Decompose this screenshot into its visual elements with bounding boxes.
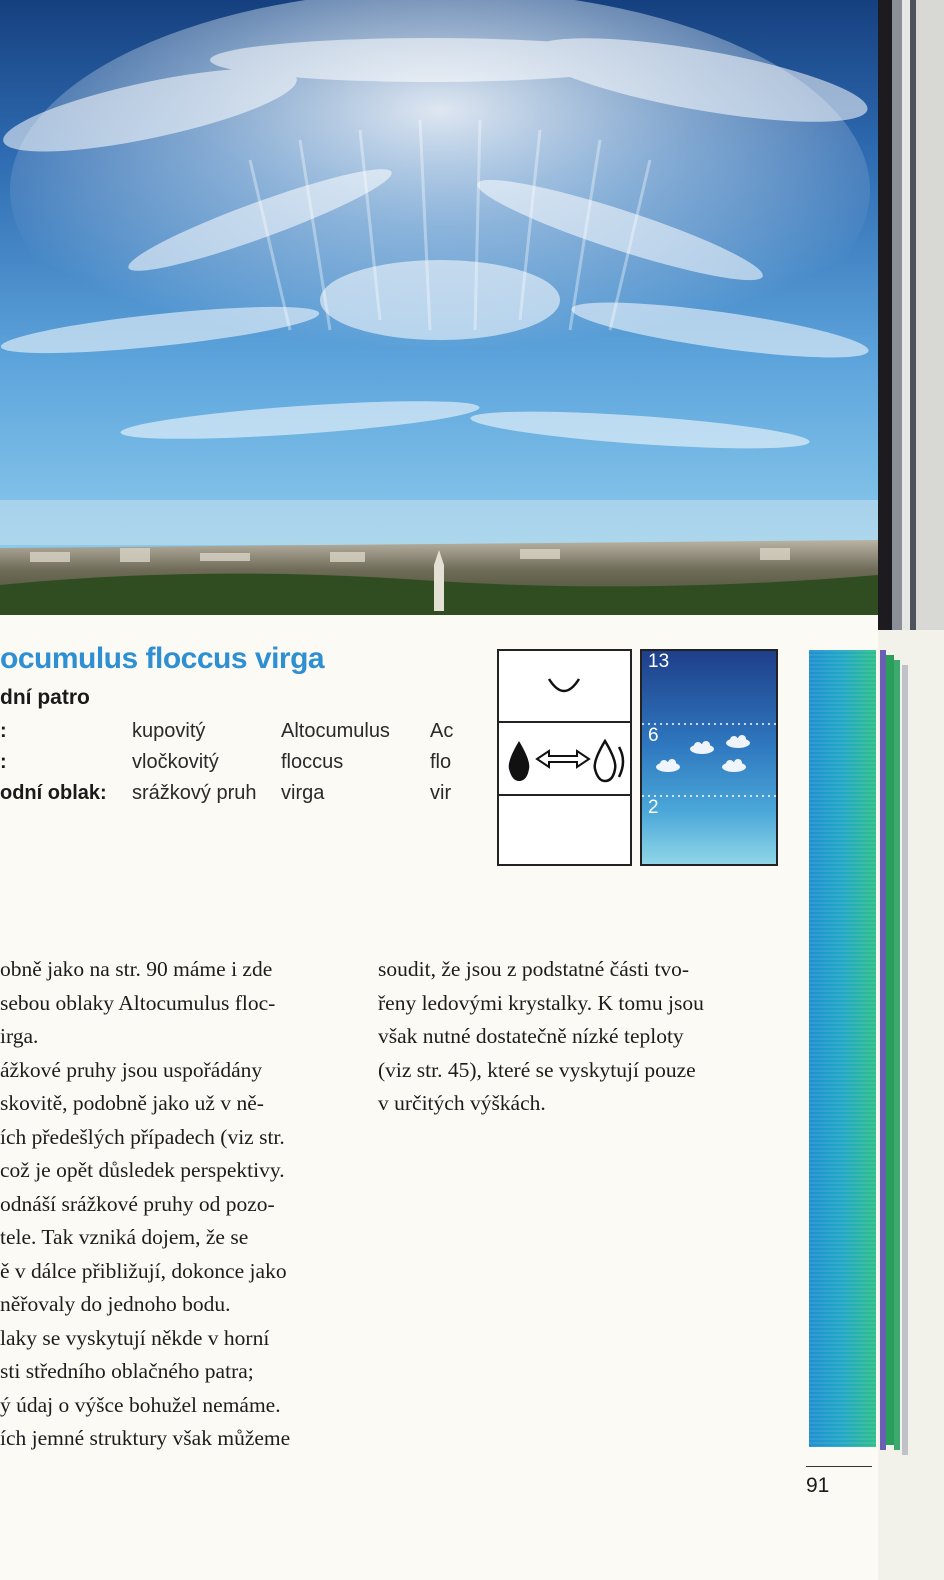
text-line: irga. <box>0 1024 39 1048</box>
cloud-photo <box>0 0 878 615</box>
latin-name: floccus <box>281 751 344 773</box>
text-line: něřovaly do jednoho bodu. <box>0 1292 231 1316</box>
genus-symbol-cell <box>499 651 630 723</box>
chapter-color-tab <box>809 650 876 1447</box>
text-line: sebou oblaky Altocumulus floc- <box>0 990 276 1015</box>
virga-symbol-icon <box>499 723 630 794</box>
body-text-column-left <box>0 953 352 1456</box>
text-line: soudit, že jsou z podstatné části tvo- <box>378 957 690 981</box>
text-line: což je opět důsledek perspektivy. <box>0 1158 285 1182</box>
cloud-level-subtitle: dní patro <box>0 686 90 709</box>
text-line: ích jemné struktury však můžeme <box>0 1426 291 1450</box>
precipitation-symbol-cell <box>499 723 630 796</box>
text-line: sti středního oblačného patra; <box>0 1359 254 1383</box>
abbreviation: vir <box>430 782 452 804</box>
cloud-type-title: ocumulus floccus virga <box>0 642 325 675</box>
czech-name: kupovitý <box>132 720 206 742</box>
text-line: však nutné dostatečně nízké teploty <box>378 1024 684 1048</box>
altitude-label-middle: 6 <box>648 725 659 746</box>
page-number-rule <box>806 1466 872 1467</box>
page-number: 91 <box>806 1474 830 1497</box>
text-line: odnáší srážkové pruhy od pozo- <box>0 1191 275 1216</box>
text-line: ážkové pruhy jsou uspořádány <box>0 1057 263 1082</box>
text-line: (viz str. 45), které se vyskytují pouze <box>378 1057 696 1082</box>
latin-name: Altocumulus <box>281 720 390 742</box>
text-line: tele. Tak vzniká dojem, že se <box>0 1225 249 1249</box>
text-line: skovitě, podobně jako už v ně- <box>0 1091 264 1115</box>
empty-symbol-cell <box>499 796 630 864</box>
czech-name: vločkovitý <box>132 751 219 773</box>
abbreviation: Ac <box>430 720 454 742</box>
text-line: obně jako na str. 90 máme i zde <box>0 957 273 981</box>
text-line: řeny ledovými krystalky. K tomu jsou <box>378 990 704 1015</box>
row-label: : <box>0 751 7 773</box>
abbreviation: flo <box>430 751 452 773</box>
body-text-column-right <box>378 953 778 1121</box>
altitude-label-bottom: 2 <box>648 797 659 818</box>
text-line: ý údaj o výšce bohužel nemáme. <box>0 1392 281 1417</box>
altitude-label-top: 13 <box>648 651 670 672</box>
latin-name: virga <box>281 782 325 804</box>
text-line: ích předešlých případech (viz str. <box>0 1124 285 1149</box>
page-edges <box>878 0 944 1580</box>
text-line: ě v dálce přibližují, dokonce jako <box>0 1258 287 1283</box>
text-line: laky se vyskytují někde v horní <box>0 1325 270 1350</box>
row-label: odní oblak: <box>0 782 107 804</box>
row-label: : <box>0 720 7 742</box>
text-line: v určitých výškách. <box>378 1091 546 1115</box>
altitude-chart <box>640 649 778 866</box>
cloud-symbol-box <box>497 649 632 866</box>
czech-name: srážkový pruh <box>132 782 257 804</box>
altocumulus-symbol-icon <box>499 651 630 721</box>
